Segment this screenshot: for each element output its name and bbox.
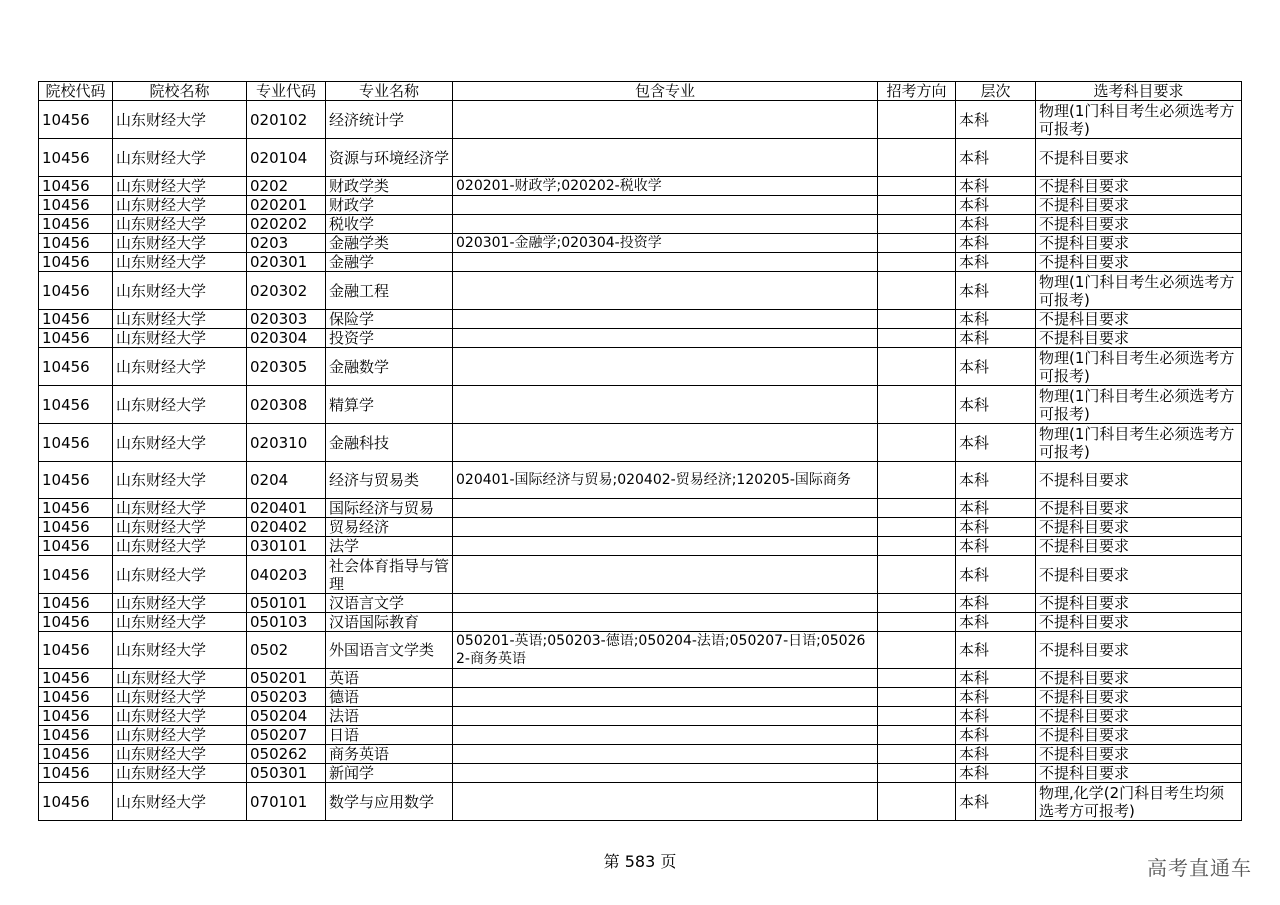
- cell-school-code: 10456: [39, 556, 113, 594]
- cell-major-name: 商务英语: [326, 745, 453, 764]
- cell-subject-requirement: 不提科目要求: [1036, 632, 1242, 669]
- cell-level: 本科: [956, 272, 1036, 310]
- cell-major-name: 法语: [326, 707, 453, 726]
- cell-school-name: 山东财经大学: [113, 139, 247, 177]
- table-row: [39, 272, 1242, 310]
- cell-direction: [878, 234, 956, 253]
- cell-major-name: 金融科技: [326, 424, 453, 462]
- cell-direction: [878, 499, 956, 518]
- cell-major-code: 050103: [247, 613, 326, 632]
- cell-major-code: 020302: [247, 272, 326, 310]
- cell-included-majors: [453, 253, 878, 272]
- table-row: [39, 424, 1242, 462]
- cell-subject-requirement: 不提科目要求: [1036, 745, 1242, 764]
- cell-included-majors: [453, 196, 878, 215]
- table-row: [39, 499, 1242, 518]
- table-row: [39, 234, 1242, 253]
- cell-major-code: 050201: [247, 669, 326, 688]
- cell-direction: [878, 177, 956, 196]
- cell-direction: [878, 518, 956, 537]
- cell-included-majors: [453, 783, 878, 821]
- cell-major-name: 德语: [326, 688, 453, 707]
- cell-direction: [878, 462, 956, 499]
- cell-direction: [878, 688, 956, 707]
- cell-major-name: 外国语言文学类: [326, 632, 453, 669]
- cell-major-name: 金融数学: [326, 348, 453, 386]
- table-row: [39, 594, 1242, 613]
- cell-direction: [878, 310, 956, 329]
- cell-school-name: 山东财经大学: [113, 310, 247, 329]
- cell-included-majors: [453, 272, 878, 310]
- cell-included-majors: [453, 669, 878, 688]
- cell-school-name: 山东财经大学: [113, 499, 247, 518]
- cell-school-code: 10456: [39, 745, 113, 764]
- cell-included-majors: [453, 101, 878, 139]
- cell-subject-requirement: 不提科目要求: [1036, 253, 1242, 272]
- cell-major-code: 020202: [247, 215, 326, 234]
- cell-direction: [878, 139, 956, 177]
- cell-direction: [878, 764, 956, 783]
- table-row: [39, 329, 1242, 348]
- cell-school-code: 10456: [39, 386, 113, 424]
- cell-major-name: 金融学: [326, 253, 453, 272]
- cell-school-code: 10456: [39, 253, 113, 272]
- cell-direction: [878, 556, 956, 594]
- cell-major-code: 020304: [247, 329, 326, 348]
- cell-subject-requirement: 不提科目要求: [1036, 329, 1242, 348]
- cell-school-name: 山东财经大学: [113, 518, 247, 537]
- cell-included-majors: [453, 613, 878, 632]
- table-row: [39, 613, 1242, 632]
- cell-major-name: 新闻学: [326, 764, 453, 783]
- cell-major-name: 国际经济与贸易: [326, 499, 453, 518]
- cell-school-code: 10456: [39, 764, 113, 783]
- cell-major-code: 020401: [247, 499, 326, 518]
- cell-major-code: 020102: [247, 101, 326, 139]
- cell-school-name: 山东财经大学: [113, 537, 247, 556]
- cell-school-name: 山东财经大学: [113, 253, 247, 272]
- cell-major-code: 020308: [247, 386, 326, 424]
- table-row: [39, 101, 1242, 139]
- cell-included-majors: [453, 556, 878, 594]
- cell-level: 本科: [956, 348, 1036, 386]
- watermark-text: 高考直通车: [1147, 856, 1252, 880]
- cell-subject-requirement: 不提科目要求: [1036, 196, 1242, 215]
- cell-school-code: 10456: [39, 234, 113, 253]
- cell-included-majors: [453, 386, 878, 424]
- cell-level: 本科: [956, 329, 1036, 348]
- cell-level: 本科: [956, 783, 1036, 821]
- cell-level: 本科: [956, 669, 1036, 688]
- cell-major-name: 社会体育指导与管理: [326, 556, 453, 594]
- cell-direction: [878, 594, 956, 613]
- cell-level: 本科: [956, 177, 1036, 196]
- cell-major-code: 020402: [247, 518, 326, 537]
- cell-major-code: 020201: [247, 196, 326, 215]
- cell-school-code: 10456: [39, 669, 113, 688]
- table-row: [39, 669, 1242, 688]
- cell-major-code: 0502: [247, 632, 326, 669]
- cell-major-name: 法学: [326, 537, 453, 556]
- cell-major-name: 资源与环境经济学: [326, 139, 453, 177]
- cell-subject-requirement: 不提科目要求: [1036, 518, 1242, 537]
- cell-school-code: 10456: [39, 594, 113, 613]
- cell-included-majors: [453, 594, 878, 613]
- cell-school-name: 山东财经大学: [113, 613, 247, 632]
- col-header-school-name: 院校名称: [113, 82, 247, 101]
- table-row: [39, 348, 1242, 386]
- cell-subject-requirement: 物理(1门科目考生必须选考方可报考): [1036, 424, 1242, 462]
- table-row: [39, 726, 1242, 745]
- cell-level: 本科: [956, 537, 1036, 556]
- cell-school-code: 10456: [39, 726, 113, 745]
- cell-direction: [878, 386, 956, 424]
- cell-school-name: 山东财经大学: [113, 196, 247, 215]
- cell-subject-requirement: 不提科目要求: [1036, 215, 1242, 234]
- cell-school-code: 10456: [39, 707, 113, 726]
- cell-school-name: 山东财经大学: [113, 177, 247, 196]
- table-row: [39, 253, 1242, 272]
- table-row: [39, 310, 1242, 329]
- col-header-school-code: 院校代码: [39, 82, 113, 101]
- col-header-major-code: 专业代码: [247, 82, 326, 101]
- cell-major-code: 050203: [247, 688, 326, 707]
- cell-level: 本科: [956, 462, 1036, 499]
- cell-major-code: 030101: [247, 537, 326, 556]
- cell-level: 本科: [956, 253, 1036, 272]
- table-row: [39, 139, 1242, 177]
- cell-subject-requirement: 物理(1门科目考生必须选考方可报考): [1036, 348, 1242, 386]
- cell-school-code: 10456: [39, 196, 113, 215]
- cell-direction: [878, 253, 956, 272]
- cell-school-name: 山东财经大学: [113, 669, 247, 688]
- cell-level: 本科: [956, 101, 1036, 139]
- cell-subject-requirement: 不提科目要求: [1036, 310, 1242, 329]
- cell-level: 本科: [956, 139, 1036, 177]
- cell-school-code: 10456: [39, 518, 113, 537]
- cell-included-majors: [453, 518, 878, 537]
- cell-included-majors: [453, 764, 878, 783]
- cell-direction: [878, 101, 956, 139]
- cell-subject-requirement: 不提科目要求: [1036, 594, 1242, 613]
- cell-major-name: 税收学: [326, 215, 453, 234]
- cell-school-code: 10456: [39, 177, 113, 196]
- cell-subject-requirement: 不提科目要求: [1036, 707, 1242, 726]
- cell-level: 本科: [956, 764, 1036, 783]
- cell-subject-requirement: 物理(1门科目考生必须选考方可报考): [1036, 101, 1242, 139]
- cell-school-name: 山东财经大学: [113, 386, 247, 424]
- cell-school-name: 山东财经大学: [113, 556, 247, 594]
- table-row: [39, 462, 1242, 499]
- cell-major-code: 020303: [247, 310, 326, 329]
- cell-school-name: 山东财经大学: [113, 272, 247, 310]
- cell-included-majors: 020401-国际经济与贸易;020402-贸易经济;120205-国际商务: [453, 462, 878, 499]
- table-row: [39, 386, 1242, 424]
- cell-direction: [878, 329, 956, 348]
- cell-level: 本科: [956, 234, 1036, 253]
- cell-direction: [878, 424, 956, 462]
- cell-school-code: 10456: [39, 329, 113, 348]
- cell-subject-requirement: 物理,化学(2门科目考生均须选考方可报考): [1036, 783, 1242, 821]
- cell-major-code: 070101: [247, 783, 326, 821]
- cell-major-code: 040203: [247, 556, 326, 594]
- cell-level: 本科: [956, 424, 1036, 462]
- cell-school-code: 10456: [39, 613, 113, 632]
- cell-school-name: 山东财经大学: [113, 783, 247, 821]
- cell-school-name: 山东财经大学: [113, 707, 247, 726]
- cell-major-code: 050204: [247, 707, 326, 726]
- cell-major-name: 经济与贸易类: [326, 462, 453, 499]
- cell-major-code: 020301: [247, 253, 326, 272]
- cell-level: 本科: [956, 310, 1036, 329]
- table-row: [39, 196, 1242, 215]
- cell-school-code: 10456: [39, 783, 113, 821]
- col-header-included-majors: 包含专业: [453, 82, 878, 101]
- table-row: [39, 215, 1242, 234]
- cell-major-name: 精算学: [326, 386, 453, 424]
- table-row: [39, 688, 1242, 707]
- cell-school-code: 10456: [39, 310, 113, 329]
- table-row: [39, 177, 1242, 196]
- cell-school-code: 10456: [39, 424, 113, 462]
- cell-school-code: 10456: [39, 632, 113, 669]
- cell-major-name: 日语: [326, 726, 453, 745]
- cell-school-name: 山东财经大学: [113, 424, 247, 462]
- cell-level: 本科: [956, 518, 1036, 537]
- cell-school-name: 山东财经大学: [113, 726, 247, 745]
- cell-direction: [878, 215, 956, 234]
- cell-school-code: 10456: [39, 688, 113, 707]
- cell-major-name: 汉语国际教育: [326, 613, 453, 632]
- cell-school-name: 山东财经大学: [113, 688, 247, 707]
- cell-major-code: 020104: [247, 139, 326, 177]
- cell-subject-requirement: 物理(1门科目考生必须选考方可报考): [1036, 272, 1242, 310]
- cell-included-majors: [453, 707, 878, 726]
- table-row: [39, 556, 1242, 594]
- cell-major-code: 050101: [247, 594, 326, 613]
- cell-subject-requirement: 不提科目要求: [1036, 669, 1242, 688]
- cell-subject-requirement: 不提科目要求: [1036, 234, 1242, 253]
- cell-subject-requirement: 不提科目要求: [1036, 688, 1242, 707]
- cell-level: 本科: [956, 386, 1036, 424]
- cell-direction: [878, 632, 956, 669]
- cell-included-majors: 020201-财政学;020202-税收学: [453, 177, 878, 196]
- cell-included-majors: [453, 215, 878, 234]
- cell-level: 本科: [956, 707, 1036, 726]
- cell-school-code: 10456: [39, 537, 113, 556]
- table-row: [39, 745, 1242, 764]
- table-row: [39, 707, 1242, 726]
- cell-included-majors: [453, 726, 878, 745]
- cell-level: 本科: [956, 594, 1036, 613]
- cell-major-code: 050207: [247, 726, 326, 745]
- cell-major-name: 汉语言文学: [326, 594, 453, 613]
- cell-subject-requirement: 不提科目要求: [1036, 139, 1242, 177]
- cell-level: 本科: [956, 556, 1036, 594]
- cell-level: 本科: [956, 632, 1036, 669]
- cell-school-name: 山东财经大学: [113, 462, 247, 499]
- cell-major-name: 数学与应用数学: [326, 783, 453, 821]
- cell-subject-requirement: 不提科目要求: [1036, 462, 1242, 499]
- cell-major-name: 英语: [326, 669, 453, 688]
- table-row: [39, 764, 1242, 783]
- cell-included-majors: [453, 310, 878, 329]
- cell-subject-requirement: 不提科目要求: [1036, 556, 1242, 594]
- table-row: [39, 518, 1242, 537]
- cell-major-name: 金融学类: [326, 234, 453, 253]
- cell-level: 本科: [956, 745, 1036, 764]
- cell-direction: [878, 669, 956, 688]
- table-body: [39, 101, 1242, 821]
- cell-included-majors: [453, 348, 878, 386]
- cell-direction: [878, 196, 956, 215]
- cell-major-code: 020305: [247, 348, 326, 386]
- table-row: [39, 632, 1242, 669]
- cell-subject-requirement: 不提科目要求: [1036, 499, 1242, 518]
- cell-included-majors: 020301-金融学;020304-投资学: [453, 234, 878, 253]
- col-header-subject-requirement: 选考科目要求: [1036, 82, 1242, 101]
- cell-included-majors: 050201-英语;050203-德语;050204-法语;050207-日语;050262-商务英语: [453, 632, 878, 669]
- cell-major-code: 050262: [247, 745, 326, 764]
- cell-subject-requirement: 不提科目要求: [1036, 613, 1242, 632]
- cell-subject-requirement: 不提科目要求: [1036, 726, 1242, 745]
- cell-school-name: 山东财经大学: [113, 594, 247, 613]
- cell-school-name: 山东财经大学: [113, 215, 247, 234]
- cell-direction: [878, 707, 956, 726]
- cell-direction: [878, 783, 956, 821]
- col-header-level: 层次: [956, 82, 1036, 101]
- cell-level: 本科: [956, 215, 1036, 234]
- cell-school-code: 10456: [39, 462, 113, 499]
- cell-level: 本科: [956, 688, 1036, 707]
- cell-major-name: 投资学: [326, 329, 453, 348]
- cell-school-code: 10456: [39, 272, 113, 310]
- table-row: [39, 783, 1242, 821]
- cell-school-code: 10456: [39, 215, 113, 234]
- cell-direction: [878, 613, 956, 632]
- header-row: [39, 82, 1242, 101]
- cell-level: 本科: [956, 726, 1036, 745]
- cell-subject-requirement: 物理(1门科目考生必须选考方可报考): [1036, 386, 1242, 424]
- cell-school-name: 山东财经大学: [113, 101, 247, 139]
- col-header-major-name: 专业名称: [326, 82, 453, 101]
- cell-school-name: 山东财经大学: [113, 348, 247, 386]
- cell-major-code: 020310: [247, 424, 326, 462]
- cell-major-name: 经济统计学: [326, 101, 453, 139]
- cell-included-majors: [453, 424, 878, 462]
- cell-school-code: 10456: [39, 101, 113, 139]
- cell-major-name: 贸易经济: [326, 518, 453, 537]
- table-row: [39, 537, 1242, 556]
- cell-subject-requirement: 不提科目要求: [1036, 764, 1242, 783]
- cell-school-name: 山东财经大学: [113, 329, 247, 348]
- cell-major-name: 财政学类: [326, 177, 453, 196]
- cell-included-majors: [453, 745, 878, 764]
- cell-included-majors: [453, 537, 878, 556]
- col-header-direction: 招考方向: [878, 82, 956, 101]
- cell-school-name: 山东财经大学: [113, 632, 247, 669]
- cell-school-name: 山东财经大学: [113, 234, 247, 253]
- cell-included-majors: [453, 499, 878, 518]
- cell-direction: [878, 726, 956, 745]
- cell-school-code: 10456: [39, 499, 113, 518]
- cell-direction: [878, 745, 956, 764]
- cell-school-name: 山东财经大学: [113, 764, 247, 783]
- page-number: 第 583 页: [603, 852, 677, 871]
- cell-major-code: 050301: [247, 764, 326, 783]
- cell-included-majors: [453, 329, 878, 348]
- admission-table: [38, 81, 1242, 821]
- cell-level: 本科: [956, 196, 1036, 215]
- cell-major-code: 0202: [247, 177, 326, 196]
- cell-major-name: 保险学: [326, 310, 453, 329]
- cell-major-name: 财政学: [326, 196, 453, 215]
- cell-direction: [878, 537, 956, 556]
- cell-school-name: 山东财经大学: [113, 745, 247, 764]
- cell-school-code: 10456: [39, 348, 113, 386]
- cell-level: 本科: [956, 499, 1036, 518]
- cell-direction: [878, 348, 956, 386]
- cell-subject-requirement: 不提科目要求: [1036, 177, 1242, 196]
- cell-level: 本科: [956, 613, 1036, 632]
- cell-subject-requirement: 不提科目要求: [1036, 537, 1242, 556]
- cell-included-majors: [453, 139, 878, 177]
- cell-direction: [878, 272, 956, 310]
- cell-major-name: 金融工程: [326, 272, 453, 310]
- cell-school-code: 10456: [39, 139, 113, 177]
- cell-major-code: 0204: [247, 462, 326, 499]
- cell-major-code: 0203: [247, 234, 326, 253]
- cell-included-majors: [453, 688, 878, 707]
